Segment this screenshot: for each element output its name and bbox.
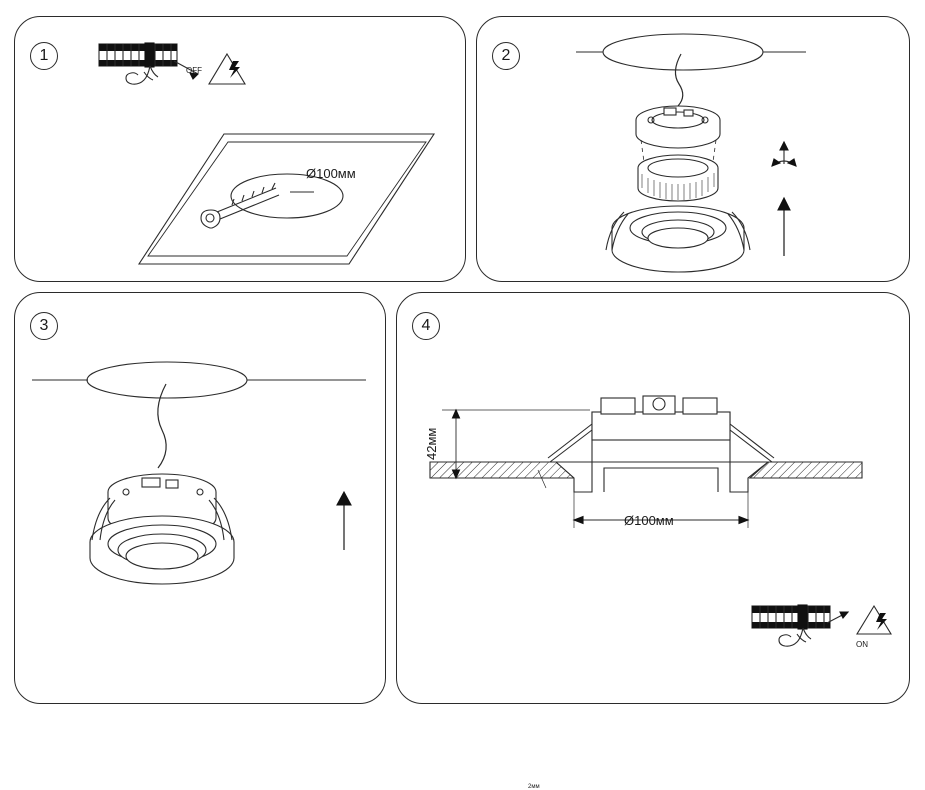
up-arrow-icon (778, 198, 790, 256)
step-2-figure (476, 16, 910, 282)
fixture-diameter-label: Ø100мм (624, 513, 674, 528)
step-number-badge-1: 1 (30, 42, 58, 70)
hand-icon (779, 628, 811, 646)
ceiling-thickness-label: 2мм (528, 784, 540, 790)
ceiling-section-left (430, 462, 574, 478)
hand-icon (126, 66, 158, 84)
driver-box-icon (636, 106, 720, 148)
step-3-figure (14, 292, 386, 704)
electric-hazard-icon (857, 606, 891, 634)
fixture-body-icon (612, 206, 744, 272)
light-module-icon (638, 155, 718, 201)
ceiling-line-icon (32, 362, 366, 398)
switch-off-label: OFF (186, 66, 202, 75)
height-label: 42мм (424, 427, 439, 460)
step-number-badge-3: 3 (30, 312, 58, 340)
up-arrow-icon (337, 492, 351, 550)
switch-on-label: ON (856, 640, 868, 649)
step-number-badge-2: 2 (492, 42, 520, 70)
electric-hazard-icon (209, 54, 245, 84)
terminal-block-icon (99, 43, 177, 67)
ceiling-section-right (750, 462, 862, 478)
step-number-badge-4: 4 (412, 312, 440, 340)
fixture-section-icon (556, 396, 768, 492)
ceiling-disc-icon (576, 34, 806, 70)
hole-diameter-label: Ø100мм (306, 166, 356, 181)
step-1-figure (14, 16, 466, 282)
step-4-figure (396, 292, 910, 704)
terminal-block-icon (752, 605, 830, 629)
fixture-with-springs-icon (90, 474, 234, 584)
rotate-arrow-icon (772, 142, 796, 166)
